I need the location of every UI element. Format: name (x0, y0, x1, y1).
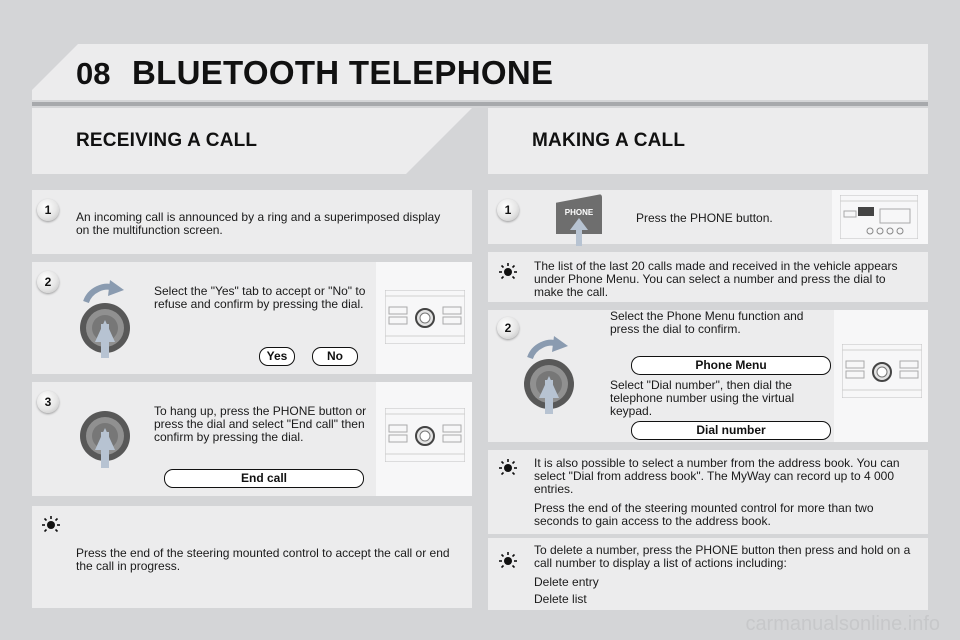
left-step3-text: To hang up, press the PHONE button or press the dial and select "End call" then confirm by pressing the dial. (154, 404, 367, 444)
dial-press-icon (76, 404, 140, 474)
right-tip3-text (534, 544, 914, 612)
right-tip2-text (534, 457, 914, 534)
left-section-title: RECEIVING A CALL (76, 130, 258, 151)
delete-entry-item: Delete entry (534, 575, 599, 589)
phone-menu-button[interactable]: Phone Menu (631, 356, 831, 375)
tip-bulb-icon (42, 516, 60, 534)
left-step1-text: An incoming call is announced by a ring and a superimposed display on the multifunction screen. (76, 210, 441, 237)
left-tip-text: Press the end of the steering mounted control to accept the call or end the call in progress. (76, 546, 450, 573)
step-number-badge: 2 (37, 271, 59, 293)
step-number-badge: 3 (37, 391, 59, 413)
right-tip2-para2: Press the end of the steering mounted control for more than two seconds to gain access to the address book. (534, 501, 874, 528)
page-title: BLUETOOTH TELEPHONE (132, 54, 554, 91)
watermark: carmanualsonline.info (745, 613, 940, 635)
right-step2-text-a: Select the Phone Menu function and press the dial to confirm. (610, 309, 804, 336)
header-divider (32, 102, 928, 106)
yes-button[interactable]: Yes (259, 347, 295, 366)
right-section-title: MAKING A CALL (532, 130, 686, 151)
end-call-button[interactable]: End call (164, 469, 364, 488)
radio-panel-illustration (385, 408, 465, 462)
right-step1-text: Press the PHONE button. (636, 211, 773, 225)
dial-number-button[interactable]: Dial number (631, 421, 831, 440)
radio-panel-illustration (840, 195, 918, 239)
phone-button-label: PHONE (564, 208, 594, 217)
no-button[interactable]: No (312, 347, 358, 366)
right-tip2-para1: It is also possible to select a number from the address book. You can select "Dial from address book". The MyWay can record up to 4 000 entries. (534, 456, 900, 496)
right-step2-text-b: Select "Dial number", then dial the telephone number using the virtual keypad. (610, 378, 795, 418)
dial-rotate-press-icon (76, 280, 140, 366)
left-step2-text: Select the "Yes" tab to accept or "No" to refuse and confirm by pressing the dial. (154, 284, 366, 311)
press-arrow-icon (570, 218, 588, 246)
tip-bulb-icon (499, 263, 517, 281)
step-number-badge: 2 (497, 317, 519, 339)
tip-bulb-icon (499, 459, 517, 477)
delete-list-item: Delete list (534, 592, 587, 606)
radio-panel-illustration (842, 344, 922, 398)
step-number-badge: 1 (37, 199, 59, 221)
chapter-number: 08 (76, 56, 111, 91)
step-number-badge: 1 (497, 199, 519, 221)
right-tip3-para1: To delete a number, press the PHONE button then press and hold on a call number to display a list of actions including: (534, 543, 911, 570)
dial-rotate-press-icon (520, 336, 584, 422)
right-tip1-text: The list of the last 20 calls made and received in the vehicle appears under Phone Menu. You can select a number and press the dial to make the call. (534, 259, 898, 299)
radio-panel-illustration (385, 290, 465, 344)
tip-bulb-icon (499, 552, 517, 570)
